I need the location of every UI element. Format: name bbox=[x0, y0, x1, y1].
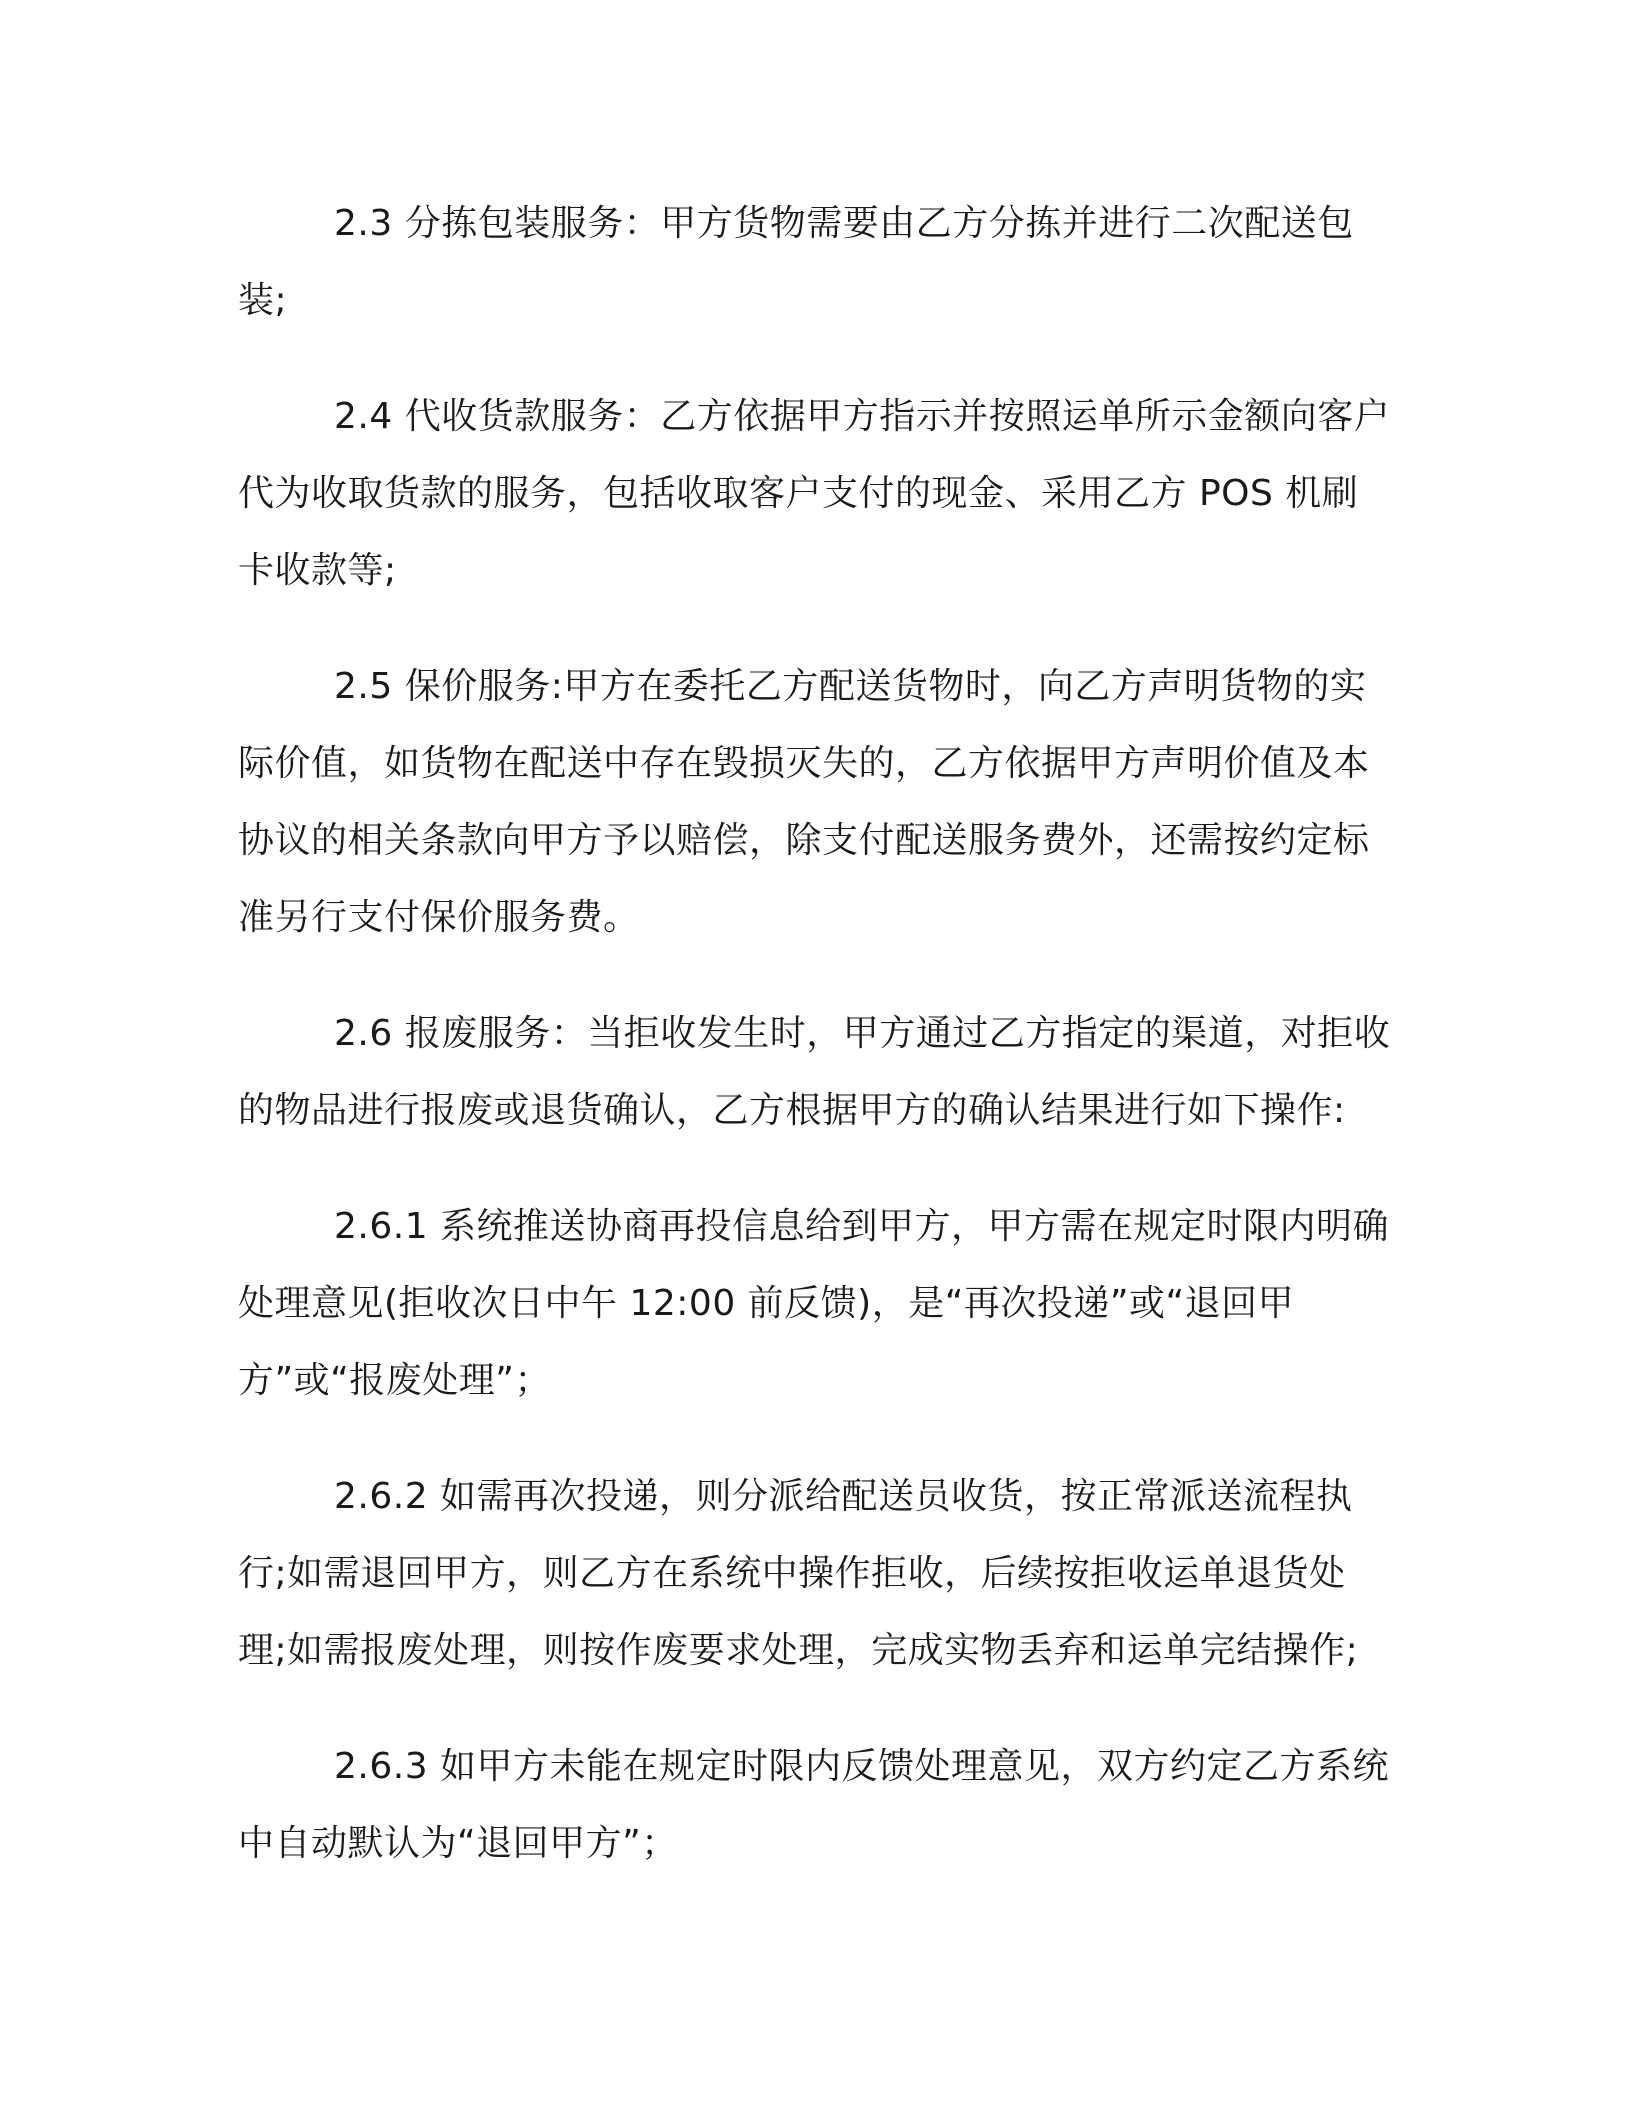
clause-2-5: 2.5 保价服务:甲方在委托乙方配送货物时，向乙方声明货物的实际价值，如货物在配送中存在毁损灭失的，乙方依据甲方声明价值及本协议的相关条款向甲方予以赔偿，除支付配送服务费外，还需按约定标准另行支付保价服务费。 bbox=[238, 666, 1370, 938]
clause-2-4: 2.4 代收货款服务：乙方依据甲方指示并按照运单所示金额向客户代为收取货款的服务，包括收取客户支付的现金、采用乙方 POS 机刷卡收款等; bbox=[238, 396, 1391, 591]
clause-2-6-1: 2.6.1 系统推送协商再投信息给到甲方，甲方需在规定时限内明确处理意见(拒收次日中午 12:00 前反馈)，是“再次投递”或“退回甲方”或“报废处理”； bbox=[238, 1206, 1390, 1401]
clause-2-3: 2.3 分拣包装服务：甲方货物需要由乙方分拣并进行二次配送包装; bbox=[238, 203, 1354, 321]
clause-2-6-2: 2.6.2 如需再次投递，则分派给配送员收货，按正常派送流程执行;如需退回甲方，则乙方在系统中操作拒收，后续按拒收运单退货处理;如需报废处理，则按作废要求处理，完成实物丢弃和运单完结操作; bbox=[238, 1476, 1359, 1671]
clause-2-6-3: 2.6.3 如甲方未能在规定时限内反馈处理意见，双方约定乙方系统中自动默认为“退回甲方”； bbox=[238, 1746, 1390, 1864]
clause-2-6: 2.6 报废服务：当拒收发生时，甲方通过乙方指定的渠道，对拒收的物品进行报废或退货确认，乙方根据甲方的确认结果进行如下操作: bbox=[238, 1013, 1391, 1131]
document-body bbox=[238, 185, 1393, 1882]
